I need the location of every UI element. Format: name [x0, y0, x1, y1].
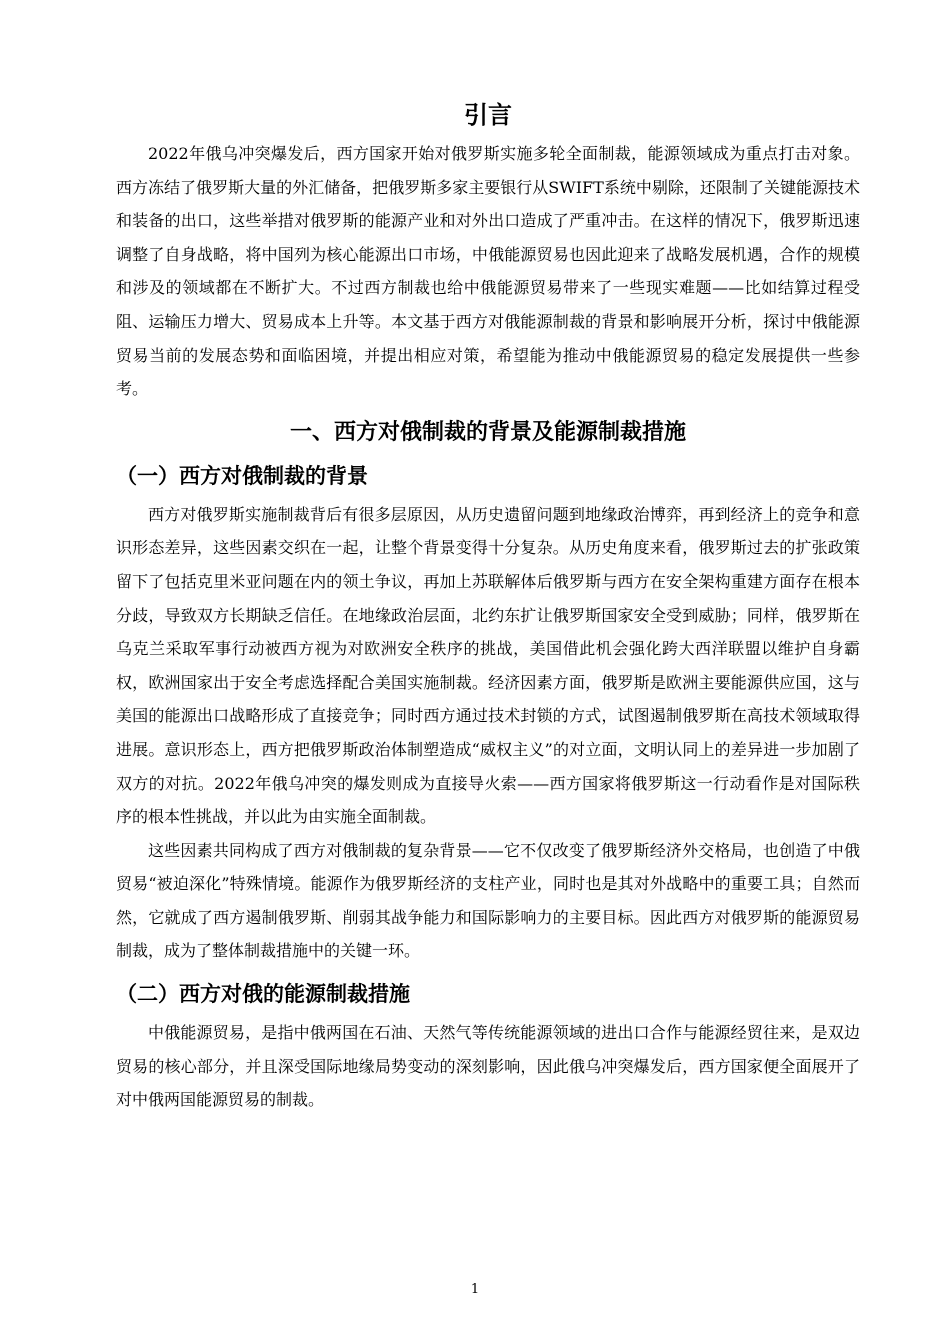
subsection-1-paragraph-2: 这些因素共同构成了西方对俄制裁的复杂背景——它不仅改变了俄罗斯经济外交格局，也创造了中俄贸易“被迫深化”特殊情境。能源作为俄罗斯经济的支柱产业，同时也是其对外战略中的重要工具；自然而然，它就成了西方遏制俄罗斯、削弱其战争能力和国际影响力的主要目标。因此西方对俄罗斯的能源贸易制裁，成为了整体制裁措施中的关键一环。 [116, 840, 860, 961]
intro-paragraph: 2022年俄乌冲突爆发后，西方国家开始对俄罗斯实施多轮全面制裁，能源领域成为重点打击对象。西方冻结了俄罗斯大量的外汇储备，把俄罗斯多家主要银行从SWIFT系统中剔除，还限制了关键能源技术和装备的出口，这些举措对俄罗斯的能源产业和对外出口造成了严重冲击。在这样的情况下，俄罗斯迅速调整了自身战略，将中国列为核心能源出口市场，中俄能源贸易也因此迎来了战略发展机遇，合作的规模和涉及的领域都在不断扩大。不过西方制裁也给中俄能源贸易带来了一些现实难题——比如结算过程受阻、运输压力增大、贸易成本上升等。本文基于西方对俄能源制裁的背景和影响展开分析，探讨中俄能源贸易当前的发展态势和面临困境，并提出相应对策，希望能为推动中俄能源贸易的稳定发展提供一些参考。 [116, 144, 860, 399]
subsection-1-heading: （一）西方对俄制裁的背景 [116, 463, 368, 488]
page-number: 1 [470, 1282, 480, 1297]
intro-title: 引言 [464, 101, 512, 129]
subsection-2-heading: （二）西方对俄的能源制裁措施 [116, 982, 410, 1007]
subsection-1-paragraph-1: 西方对俄罗斯实施制裁背后有很多层原因，从历史遗留问题到地缘政治博弈，再到经济上的竞争和意识形态差异，这些因素交织在一起，让整个背景变得十分复杂。从历史角度来看，俄罗斯过去的扩张政策留下了包括克里米亚问题在内的领土争议，再加上苏联解体后俄罗斯与西方在安全架构重建方面存在根本分歧，导致双方长期缺乏信任。在地缘政治层面，北约东扩让俄罗斯国家安全受到威胁；同样，俄罗斯在乌克兰采取军事行动被西方视为对欧洲安全秩序的挑战，美国借此机会强化跨大西洋联盟以维护自身霸权，欧洲国家出于安全考虑选择配合美国实施制裁。经济因素方面，俄罗斯是欧洲主要能源供应国，这与美国的能源出口战略形成了直接竞争；同时西方通过技术封锁的方式，试图遏制俄罗斯在高技术领域取得进展。意识形态上，西方把俄罗斯政治体制塑造成“威权主义”的对立面，文明认同上的差异进一步加剧了双方的对抗。2022年俄乌冲突的爆发则成为直接导火索——西方国家将俄罗斯这一行动看作是对国际秩序的根本性挑战，并以此为由实施全面制裁。 [116, 504, 860, 827]
subsection-2-paragraph-1: 中俄能源贸易，是指中俄两国在石油、天然气等传统能源领域的进出口合作与能源经贸往来，是双边贸易的核心部分，并且深受国际地缘局势变动的深刻影响，因此俄乌冲突爆发后，西方国家便全面展开了对中俄两国能源贸易的制裁。 [116, 1023, 860, 1110]
page-content [116, 97, 860, 1117]
section-1-heading: 一、西方对俄制裁的背景及能源制裁措施 [289, 419, 686, 445]
